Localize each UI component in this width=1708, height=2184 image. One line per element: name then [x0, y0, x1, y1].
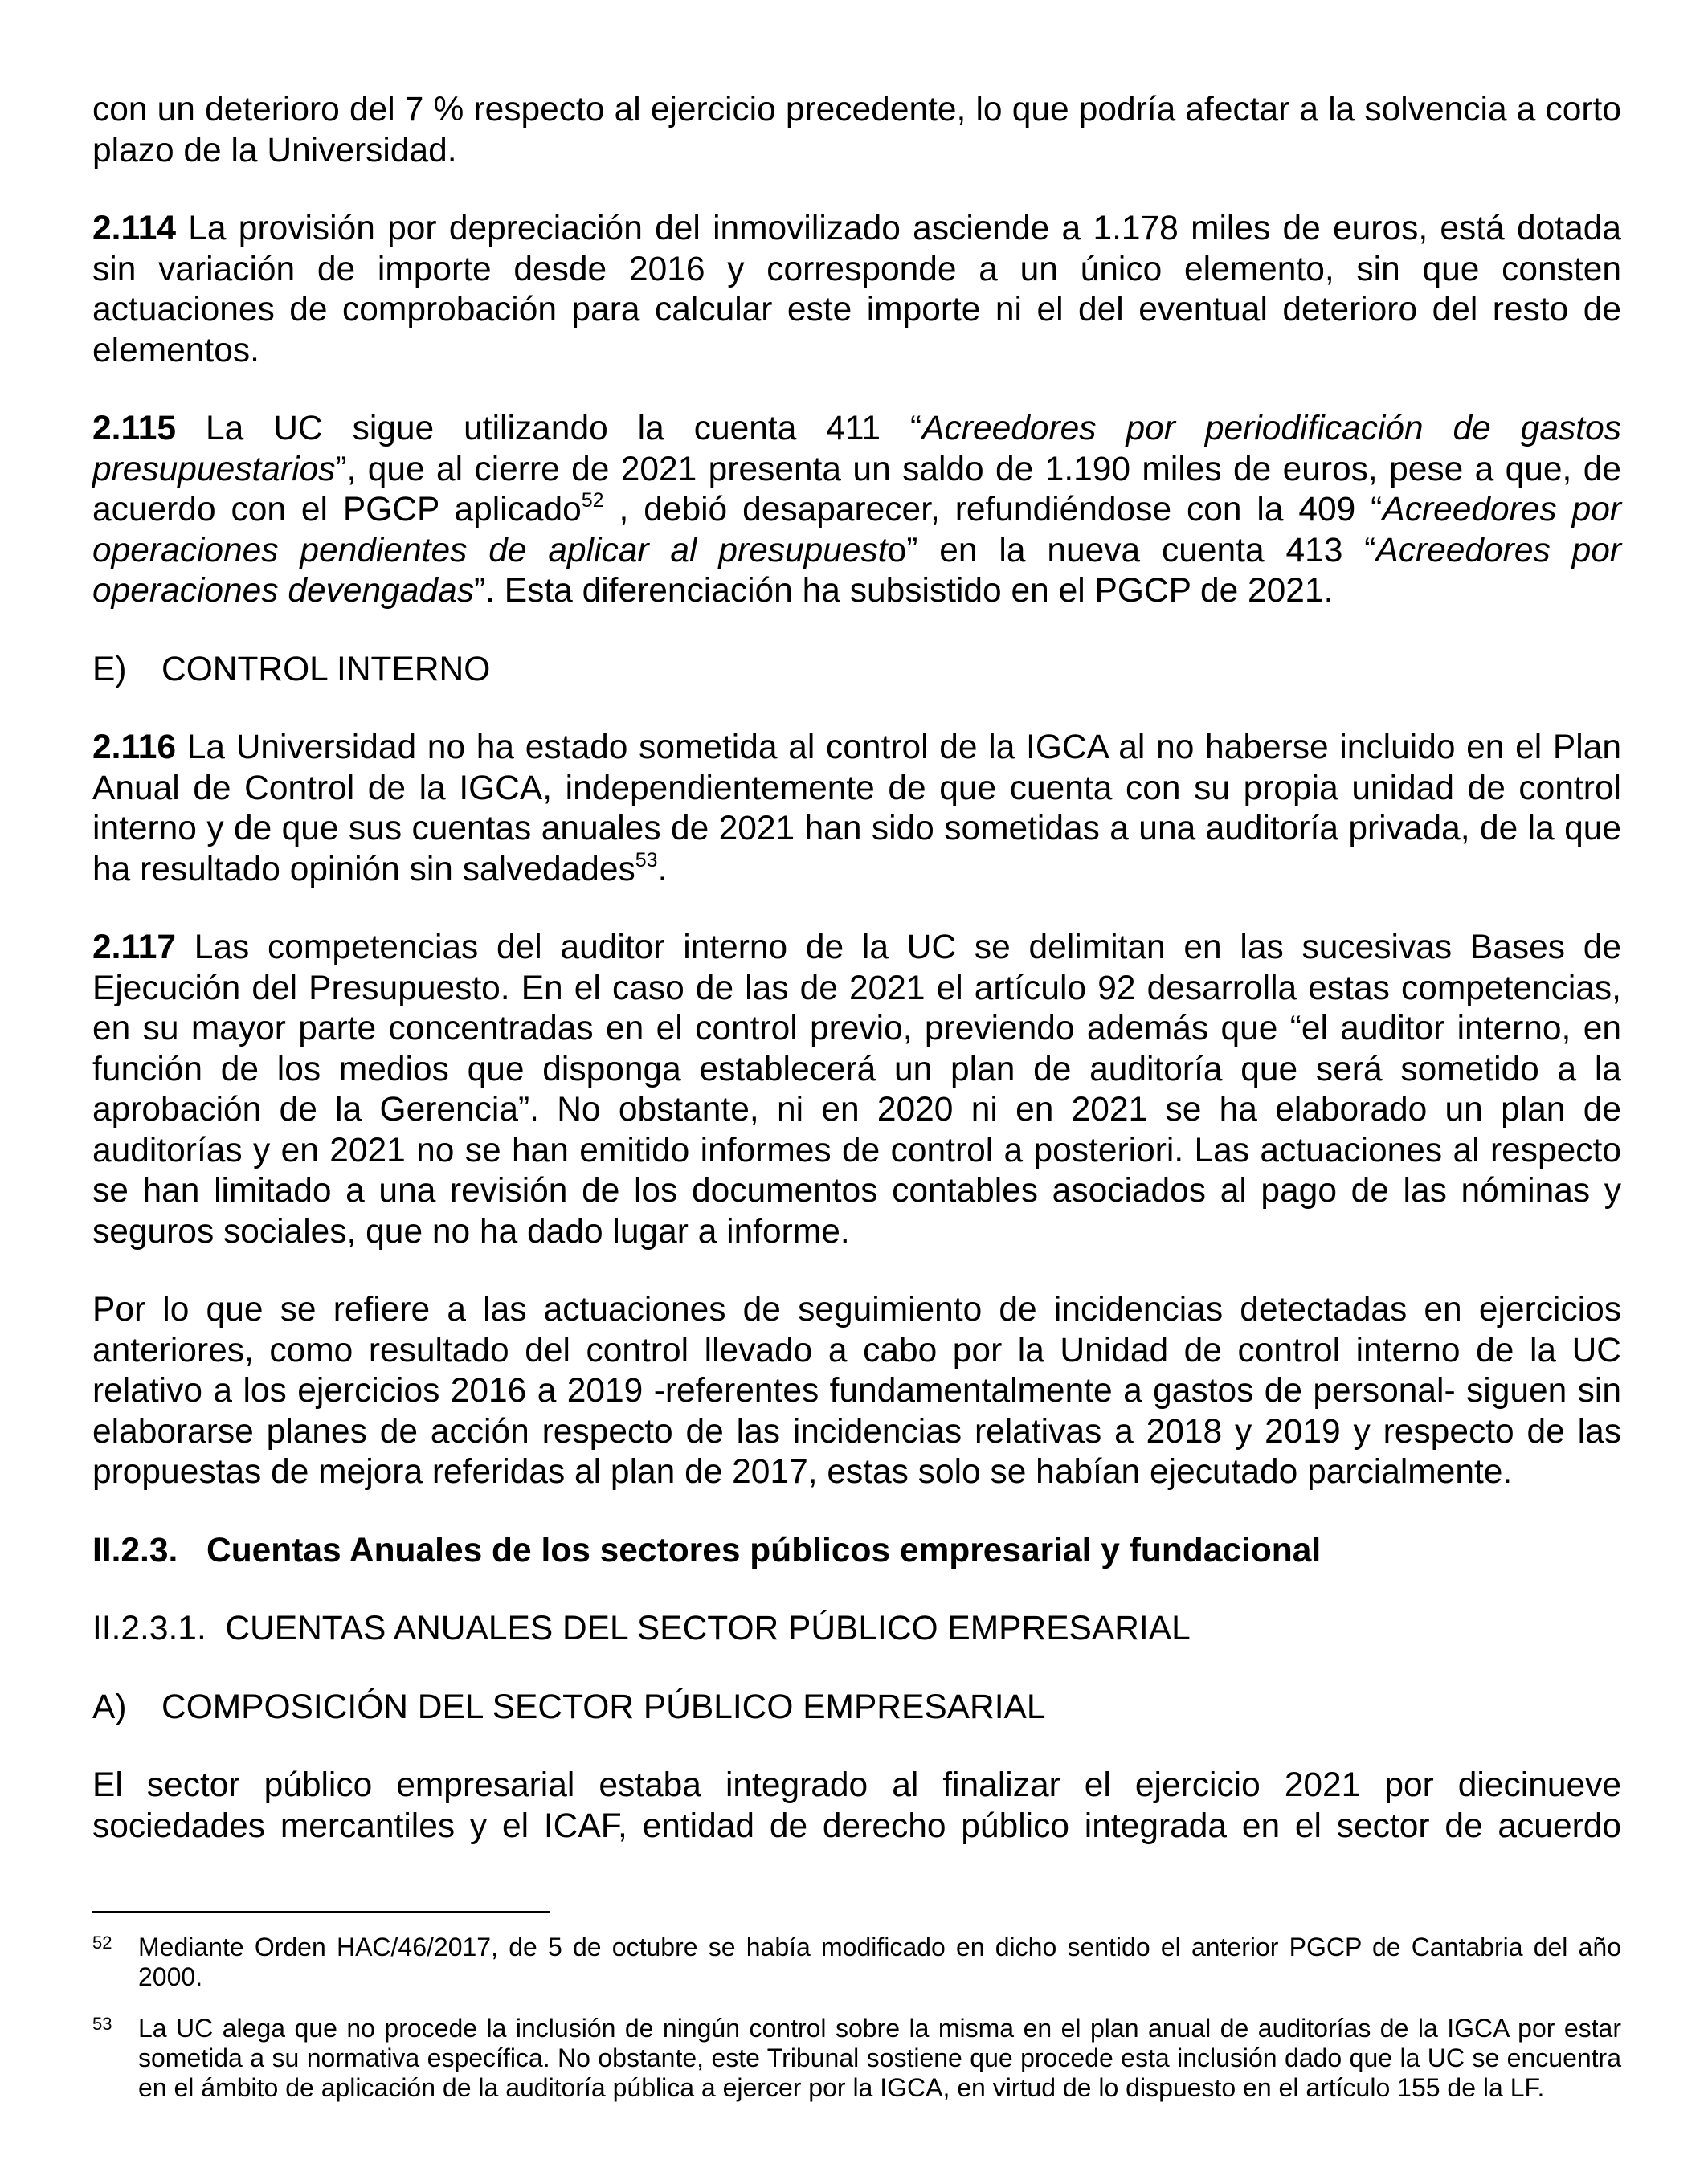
- account-name-413: Acreedores por operaciones devengadas: [92, 531, 1621, 610]
- paragraph-text: El sector público empresarial estaba integrado al finalizar el ejercicio 2021 por diecinueve sociedades mercantiles y el ICAF, entidad de derecho público integrada en el sector de acuerdo: [92, 1766, 1621, 1845]
- footnote-52: [92, 1933, 1621, 1992]
- paragraph-text: La Universidad no ha estado sometida al control de la IGCA al no haberse incluido en el Plan Anual de Control de la IGCA, independientemente de que cuenta con su propia unidad de control interno y de que sus cuentas anuales de 2021 han sido sometidas a una auditoría privada, de la que ha resultado opinión sin salvedades: [92, 729, 1621, 888]
- spacer: [92, 1571, 1621, 1609]
- heading-title: CONTROL INTERNO: [161, 650, 491, 688]
- account-name-411: Acreedores por periodificación de gastos presupuestarios: [92, 410, 1621, 488]
- paragraph-sector-empresarial: [92, 1766, 1621, 1847]
- paragraph-text: ”. Esta diferenciación ha subsistido en el PGCP de 2021.: [473, 572, 1334, 610]
- footnote-number: 53: [92, 2014, 112, 2034]
- spacer: [92, 1992, 1621, 2014]
- section-heading-ii-2-3: [92, 1531, 1621, 1572]
- footnote-separator: [92, 1911, 550, 1913]
- paragraph-text: ”, que al cierre de 2021 presenta un saldo de 1.190 miles de euros, pese a que, de acuerdo con el PGCP aplicado: [92, 450, 1621, 529]
- spacer: [92, 690, 1621, 728]
- spacer: [92, 371, 1621, 409]
- paragraph-text: con un deterioro del 7 % respecto al ejercicio precedente, lo que podría afectar a la solvencia a corto plazo de la Universidad.: [92, 91, 1621, 169]
- footnote-text: Mediante Orden HAC/46/2017, de 5 de octubre se había modificado en dicho sentido el anterior PGCP de Cantabria del año 2000.: [138, 1933, 1621, 1991]
- paragraph-number: 2.114: [92, 210, 177, 247]
- paragraph-text: La provisión por depreciación del inmovilizado asciende a 1.178 miles de euros, está dotada sin variación de importe desde 2016 y corresponde a un único elemento, sin que consten actuaciones de comprobación para calcular este importe ni el del eventual deterioro del resto de elementos.: [92, 210, 1621, 369]
- footnote-ref-52[interactable]: 52: [581, 489, 604, 512]
- paragraph-2116: [92, 728, 1621, 890]
- paragraph-text: , debió desaparecer, refundiéndose con la 409 “: [603, 491, 1383, 529]
- paragraph-text: o” en la nueva cuenta 413 “: [887, 531, 1376, 569]
- footnotes: [92, 1933, 1621, 2103]
- section-heading-composicion: [92, 1688, 1621, 1729]
- document-page: [92, 90, 1621, 1847]
- paragraph-intro: [92, 90, 1621, 171]
- footnote-number: 52: [92, 1933, 112, 1953]
- heading-label: II.2.3.: [92, 1531, 178, 1570]
- paragraph-seguimiento: [92, 1290, 1621, 1493]
- paragraph-text: Las competencias del auditor interno de la UC se delimitan en las sucesivas Bases de Ejecución del Presupuesto. En el caso de las de 2021 el artículo 92 desarrolla estas competencias, en su mayor parte concentradas en el control previo, previendo además que “el auditor interno, en función de los medios que disponga establecerá un plan de auditoría que será sometido a la aprobación de la Gerencia”. No obstante, ni en 2020 ni en 2021 se ha elaborado un plan de auditorías y en 2021 no se han emitido informes de control a posteriori. Las actuaciones al respecto se han limitado a una revisión de los documentos contables asociados al pago de las nóminas y seguros sociales, que no ha dado lugar a informe.: [92, 929, 1621, 1251]
- paragraph-2115: [92, 409, 1621, 612]
- heading-title: COMPOSICIÓN DEL SECTOR PÚBLICO EMPRESARIAL: [161, 1688, 1046, 1726]
- account-name-409: Acreedores por operaciones pendientes de aplicar al presupuest: [92, 491, 1622, 569]
- spacer: [92, 890, 1621, 928]
- footnote-ref-53[interactable]: 53: [635, 848, 658, 872]
- section-heading-control-interno: [92, 650, 1621, 691]
- footnote-53: [92, 2014, 1621, 2103]
- heading-label: A): [92, 1688, 127, 1726]
- heading-label: E): [92, 650, 127, 688]
- paragraph-text: .: [657, 850, 668, 888]
- section-heading-ii-2-3-1: [92, 1609, 1621, 1650]
- spacer: [92, 171, 1621, 209]
- footnote-text: La UC alega que no procede la inclusión de ningún control sobre la misma en el plan anual de auditorías de la IGCA por estar sometida a su normativa específica. No obstante, este Tribunal sostiene que procede esta inclusión dado que la UC se encuentra en el ámbito de aplicación de la auditoría pública a ejercer por la IGCA, en virtud de lo dispuesto en el artículo 155 de la LF.: [138, 2014, 1621, 2102]
- paragraph-number: 2.117: [92, 929, 177, 966]
- paragraph-number: 2.116: [92, 729, 177, 766]
- spacer: [92, 1728, 1621, 1766]
- paragraph-text: Por lo que se refiere a las actuaciones de seguimiento de incidencias detectadas en ejercicios anteriores, como resultado del control llevado a cabo por la Unidad de control interno de la UC relativo a los ejercicios 2016 a 2019 -referentes fundamentalmente a gastos de personal- siguen sin elaborarse planes de acción respecto de las incidencias relativas a 2018 y 2019 y respecto de las propuestas de mejora referidas al plan de 2017, estas solo se habían ejecutado parcialmente.: [92, 1291, 1621, 1491]
- spacer: [92, 1252, 1621, 1290]
- paragraph-2114: [92, 209, 1621, 371]
- spacer: [92, 1493, 1621, 1531]
- spacer: [92, 612, 1621, 650]
- spacer: [92, 1650, 1621, 1688]
- heading-title: II.2.3.1. CUENTAS ANUALES DEL SECTOR PÚBLICO EMPRESARIAL: [92, 1610, 1191, 1647]
- heading-title: Cuentas Anuales de los sectores públicos empresarial y fundacional: [206, 1531, 1322, 1570]
- paragraph-2117: [92, 928, 1621, 1252]
- paragraph-text: La UC sigue utilizando la cuenta 411 “: [176, 410, 922, 447]
- paragraph-number: 2.115: [92, 410, 177, 447]
